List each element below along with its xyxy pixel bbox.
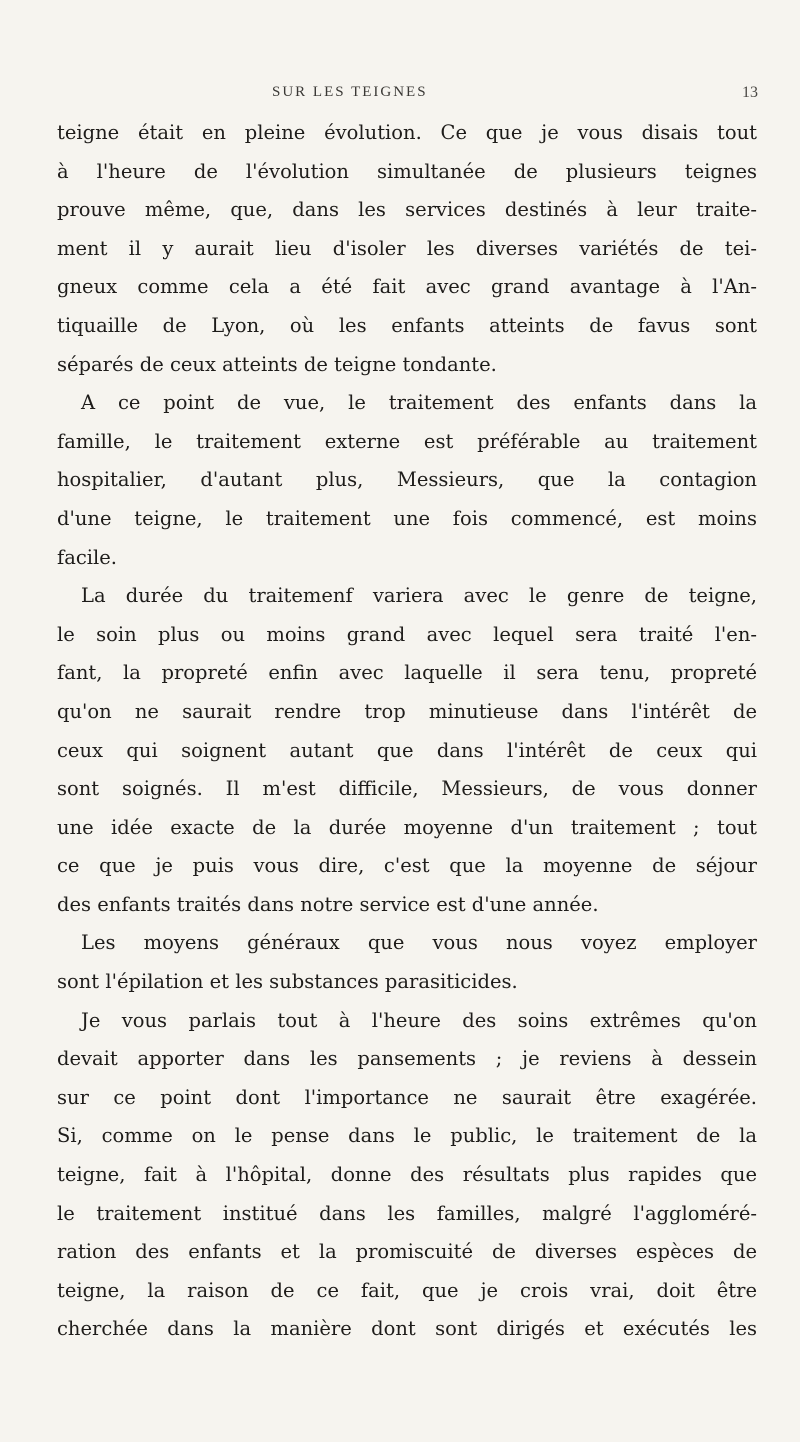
running-head: [0, 84, 800, 106]
text-line: devait apporter dans les pansements ; je reviens à dessein: [57, 1047, 757, 1071]
text-line: teigne était en pleine évolution. Ce que je vous disais tout: [57, 121, 757, 144]
text-line: d'une teigne, le traitement une fois commencé, est moins: [57, 506, 757, 530]
text-line: des enfants traités dans notre service est d'une année.: [57, 892, 599, 916]
text-line: Je vous parlais tout à l'heure des soins extrêmes qu'on: [81, 1008, 757, 1032]
text-line: teigne, la raison de ce fait, que je crois vrai, doit être: [57, 1278, 757, 1302]
text-line: ration des enfants et la promiscuité de diverses espèces de: [57, 1240, 757, 1264]
text-line: cherchée dans la manière dont sont dirigés et exécutés les: [57, 1317, 757, 1341]
text-line: tiquaille de Lyon, où les enfants atteints de favus sont: [57, 313, 757, 337]
text-line: ce que je puis vous dire, c'est que la moyenne de séjour: [57, 854, 757, 878]
text-line: prouve même, que, dans les services destinés à leur traite-: [57, 198, 757, 222]
text-line: qu'on ne saurait rendre trop minutieuse dans l'intérêt de: [57, 699, 757, 723]
text-line: famille, le traitement externe est préférable au traitement: [57, 429, 757, 453]
text-line: sont soignés. Il m'est difficile, Messieurs, de vous donner: [57, 777, 757, 801]
text-line: teigne, fait à l'hôpital, donne des résultats plus rapides que: [57, 1163, 757, 1187]
text-line: Si, comme on le pense dans le public, le traitement de la: [57, 1124, 757, 1148]
text-line: La durée du traitemenf variera avec le genre de teigne,: [81, 584, 757, 608]
text-line: ceux qui soignent autant que dans l'intérêt de ceux qui: [57, 738, 757, 762]
running-title: SUR LES TEIGNES: [272, 84, 428, 100]
page-number: 13: [742, 84, 758, 101]
text-line: séparés de ceux atteints de teigne tondante.: [57, 352, 497, 376]
text-line: gneux comme cela a été fait avec grand avantage à l'An-: [57, 275, 757, 299]
text-line: A ce point de vue, le traitement des enfants dans la: [81, 391, 757, 415]
text-line: ment il y aurait lieu d'isoler les diverses variétés de tei-: [57, 236, 757, 260]
text-line: facile.: [57, 545, 117, 569]
text-line: sur ce point dont l'importance ne saurait être exagérée.: [57, 1085, 757, 1109]
text-line: à l'heure de l'évolution simultanée de plusieurs teignes: [57, 159, 757, 183]
text-line: une idée exacte de la durée moyenne d'un traitement ; tout: [57, 815, 757, 839]
body-text: [57, 114, 757, 1349]
text-line: hospitalier, d'autant plus, Messieurs, que la contagion: [57, 468, 757, 492]
text-line: Les moyens généraux que vous nous voyez employer: [81, 931, 757, 955]
text-line: sont l'épilation et les substances parasiticides.: [57, 970, 518, 994]
text-line: le traitement institué dans les familles, malgré l'aggloméré-: [57, 1201, 757, 1225]
text-line: le soin plus ou moins grand avec lequel sera traité l'en-: [57, 622, 757, 646]
text-line: fant, la propreté enfin avec laquelle il sera tenu, propreté: [57, 661, 757, 685]
